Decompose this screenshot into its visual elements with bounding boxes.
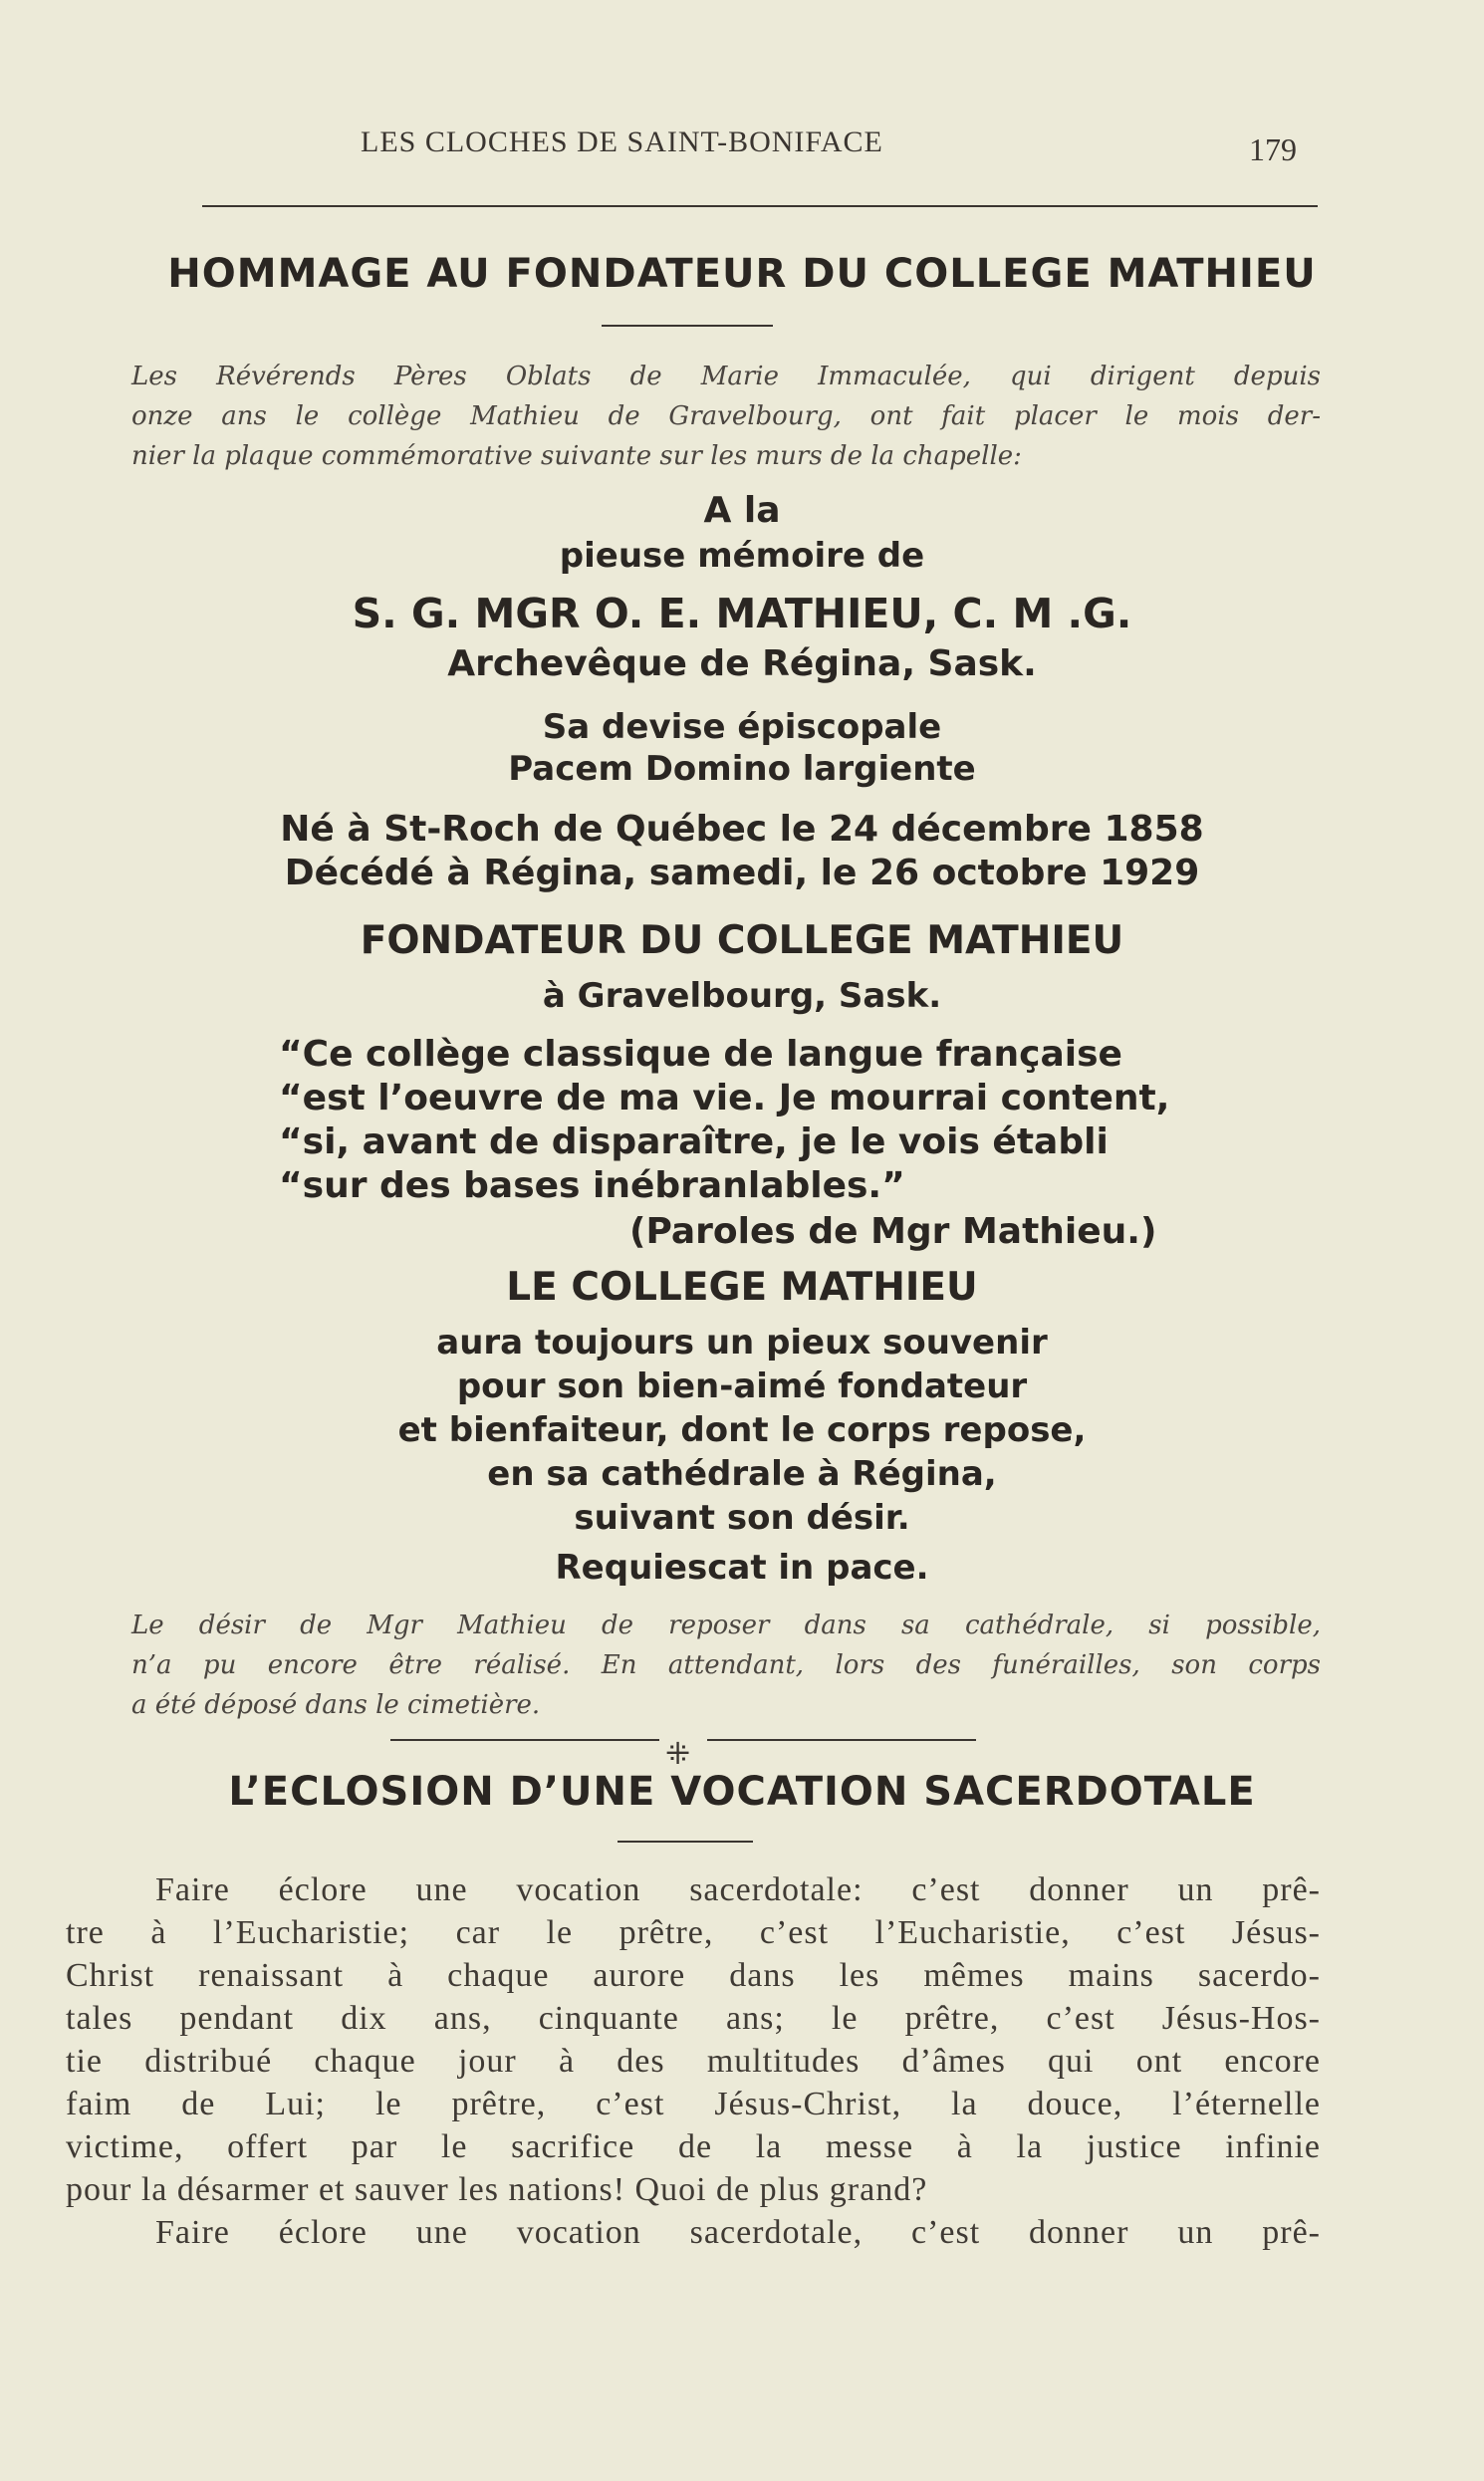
quote-line: “Ce collège classique de langue française bbox=[279, 1034, 1122, 1075]
body-line: Faire éclore une vocation sacerdotale, c’est donner un prê- bbox=[155, 2214, 1321, 2251]
body-line: pour la désarmer et sauver les nations! Quoi de plus grand? bbox=[66, 2171, 928, 2208]
running-head: LES CLOCHES DE SAINT-BONIFACE bbox=[361, 125, 883, 158]
quote-line: “sur des bases inébranlables.” bbox=[279, 1165, 905, 1206]
plaque-motto: Pacem Domino largiente bbox=[508, 749, 976, 789]
body-line: tre à l’Eucharistie; car le prêtre, c’est l’Eucharistie, c’est Jésus- bbox=[66, 1914, 1321, 1951]
note-line: Le désir de Mgr Mathieu de reposer dans sa cathédrale, si possible, bbox=[131, 1611, 1321, 1640]
plaque-line: et bienfaiteur, dont le corps repose, bbox=[397, 1410, 1087, 1450]
page-number: 179 bbox=[1249, 131, 1297, 167]
plaque-line: FONDATEUR DU COLLEGE MATHIEU bbox=[360, 918, 1124, 963]
intro-line: Les Révérends Pères Oblats de Marie Immaculée, qui dirigent depuis bbox=[131, 362, 1321, 391]
plaque-line: pieuse mémoire de bbox=[559, 536, 925, 576]
intro-paragraph bbox=[131, 357, 1321, 476]
body-line: tales pendant dix ans, cinquante ans; le prêtre, c’est Jésus-Hos- bbox=[66, 2000, 1321, 2037]
title-rule bbox=[602, 325, 773, 327]
intro-line: nier la plaque commémorative suivante sur les murs de la chapelle: bbox=[131, 441, 1022, 471]
body-paragraph bbox=[66, 1868, 1321, 2254]
body-line: tie distribué chaque jour à des multitudes d’âmes qui ont encore bbox=[66, 2043, 1321, 2080]
body-line: Christ renaissant à chaque aurore dans les mêmes mains sacerdo- bbox=[66, 1957, 1321, 1994]
quote-line: “si, avant de disparaître, je le vois établi bbox=[279, 1121, 1109, 1162]
note-paragraph bbox=[131, 1606, 1321, 1725]
plaque-line: Requiescat in pace. bbox=[555, 1548, 929, 1588]
plaque-line: Sa devise épiscopale bbox=[542, 707, 942, 747]
quote-attribution: (Paroles de Mgr Mathieu.) bbox=[629, 1211, 1157, 1252]
title-rule bbox=[618, 1841, 753, 1843]
plaque-line: LE COLLEGE MATHIEU bbox=[506, 1265, 978, 1310]
article-title: HOMMAGE AU FONDATEUR DU COLLEGE MATHIEU bbox=[167, 251, 1317, 297]
separator-rule-right bbox=[707, 1739, 976, 1741]
header-rule bbox=[202, 205, 1318, 207]
quote-line: “est l’oeuvre de ma vie. Je mourrai content, bbox=[279, 1078, 1170, 1118]
plaque-line: à Gravelbourg, Sask. bbox=[542, 976, 942, 1016]
plaque-line: en sa cathédrale à Régina, bbox=[487, 1454, 997, 1494]
plaque-line: suivant son désir. bbox=[574, 1498, 910, 1538]
plaque-line: Archevêque de Régina, Sask. bbox=[447, 643, 1037, 684]
intro-line: onze ans le collège Mathieu de Gravelbourg, ont fait placer le mois der- bbox=[131, 401, 1321, 431]
body-line: Faire éclore une vocation sacerdotale: c’est donner un prê- bbox=[155, 1871, 1321, 1908]
plaque-line: pour son bien-aimé fondateur bbox=[456, 1366, 1028, 1406]
plaque-death: Décédé à Régina, samedi, le 26 octobre 1929 bbox=[284, 853, 1200, 893]
body-line: faim de Lui; le prêtre, c’est Jésus-Christ, la douce, l’éternelle bbox=[66, 2086, 1321, 2122]
note-line: a été déposé dans le cimetière. bbox=[131, 1690, 541, 1720]
body-line: victime, offert par le sacrifice de la messe à la justice infinie bbox=[66, 2128, 1321, 2165]
separator-rule-left bbox=[390, 1739, 659, 1741]
article-title: L’ECLOSION D’UNE VOCATION SACERDOTALE bbox=[228, 1769, 1256, 1815]
plaque-line: A la bbox=[703, 490, 781, 531]
plaque-name: S. G. MGR O. E. MATHIEU, C. M .G. bbox=[352, 590, 1132, 637]
plaque-birth: Né à St-Roch de Québec le 24 décembre 1858 bbox=[280, 809, 1204, 850]
plaque-line: aura toujours un pieux souvenir bbox=[436, 1323, 1048, 1363]
cross-ornament-icon: ⁜ bbox=[665, 1737, 691, 1772]
note-line: n’a pu encore être réalisé. En attendant, lors des funérailles, son corps bbox=[131, 1650, 1321, 1680]
